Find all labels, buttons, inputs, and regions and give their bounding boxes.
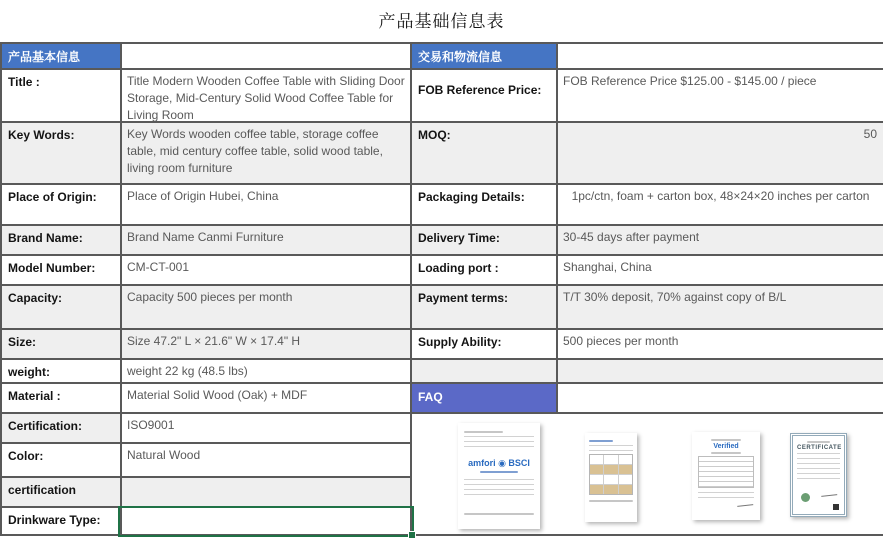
row-certification-2 bbox=[2, 478, 412, 508]
supply-ability-label-cell[interactable]: Supply Ability: bbox=[412, 330, 558, 360]
certification-label-cell[interactable]: Certification: bbox=[2, 414, 122, 444]
row-supply-ability bbox=[412, 330, 883, 360]
fob-price-label-cell[interactable]: FOB Reference Price: bbox=[412, 70, 558, 123]
doc-text-line bbox=[711, 452, 742, 454]
keywords-value-cell[interactable]: Key Words wooden coffee table, storage coffee table, mid century coffee table, solid wood table, living room furniture bbox=[122, 123, 412, 185]
row-keywords bbox=[2, 123, 412, 185]
keywords-label-cell[interactable]: Key Words: bbox=[2, 123, 122, 185]
drinkware-type-label-cell[interactable]: Drinkware Type: bbox=[2, 508, 122, 536]
brand-name-label-cell[interactable]: Brand Name: bbox=[2, 226, 122, 256]
size-label-cell[interactable]: Size: bbox=[2, 330, 122, 360]
grid-cell bbox=[590, 455, 603, 464]
drinkware-type-value-cell-selected[interactable] bbox=[122, 508, 412, 536]
model-number-label-cell[interactable]: Model Number: bbox=[2, 256, 122, 286]
color-value-cell[interactable]: Natural Wood bbox=[122, 444, 412, 478]
product-photo bbox=[590, 485, 603, 494]
row-model-number bbox=[2, 256, 412, 286]
empty-label-cell[interactable] bbox=[412, 360, 558, 384]
payment-terms-label-cell[interactable]: Payment terms: bbox=[412, 286, 558, 330]
verified-logo: Verified bbox=[713, 443, 739, 450]
row-color bbox=[2, 444, 412, 478]
doc-text-lines bbox=[464, 436, 534, 450]
grid-cell bbox=[619, 455, 632, 464]
doc-title-line bbox=[711, 439, 742, 441]
title-label-cell[interactable]: Title : bbox=[2, 70, 122, 123]
left-header-empty-cell[interactable] bbox=[122, 42, 412, 70]
capacity-value-cell[interactable]: Capacity 500 pieces per month bbox=[122, 286, 412, 330]
color-label-cell[interactable]: Color: bbox=[2, 444, 122, 478]
right-section-header-cell[interactable]: 交易和物流信息 bbox=[412, 42, 558, 70]
qr-code-icon bbox=[832, 503, 839, 510]
supply-ability-value-cell[interactable]: 500 pieces per month bbox=[558, 330, 883, 360]
grid-cell bbox=[604, 455, 617, 464]
packaging-value-cell[interactable]: 1pc/ctn, foam + carton box, 48×24×20 inches per carton bbox=[558, 185, 883, 226]
weight-value-cell[interactable]: weight 22 kg (48.5 lbs) bbox=[122, 360, 412, 384]
product-basic-info-table bbox=[0, 42, 412, 536]
doc-footer-line bbox=[589, 500, 633, 502]
product-photo bbox=[604, 485, 617, 494]
signature-mark bbox=[737, 499, 754, 507]
loading-port-value-cell[interactable]: Shanghai, China bbox=[558, 256, 883, 286]
row-empty bbox=[412, 360, 883, 384]
fob-price-value-cell[interactable]: FOB Reference Price $125.00 - $145.00 / piece bbox=[558, 70, 883, 123]
doc-footer-line bbox=[464, 513, 534, 515]
inspection-report-document[interactable] bbox=[585, 433, 637, 522]
row-brand-name bbox=[2, 226, 412, 256]
product-photo bbox=[590, 465, 603, 474]
doc-text-lines bbox=[797, 453, 840, 479]
framed-certificate-document[interactable] bbox=[790, 433, 847, 517]
row-payment-terms bbox=[412, 286, 883, 330]
doc-text-line bbox=[464, 431, 503, 433]
delivery-time-value-cell[interactable]: 30-45 days after payment bbox=[558, 226, 883, 256]
row-material bbox=[2, 384, 412, 414]
doc-text-lines bbox=[589, 445, 633, 451]
row-capacity bbox=[2, 286, 412, 330]
row-packaging bbox=[412, 185, 883, 226]
capacity-label-cell[interactable]: Capacity: bbox=[2, 286, 122, 330]
verified-supplier-report-document[interactable] bbox=[692, 432, 760, 520]
page-title: 产品基础信息表 bbox=[378, 12, 505, 31]
row-moq bbox=[412, 123, 883, 185]
doc-text-line bbox=[480, 471, 519, 473]
empty-value-cell[interactable] bbox=[558, 360, 883, 384]
moq-label-cell[interactable]: MOQ: bbox=[412, 123, 558, 185]
place-of-origin-value-cell[interactable]: Place of Origin Hubei, China bbox=[122, 185, 412, 226]
weight-label-cell[interactable]: weight: bbox=[2, 360, 122, 384]
green-seal-icon bbox=[801, 493, 810, 502]
product-photo-grid bbox=[589, 454, 633, 495]
material-value-cell[interactable]: Material Solid Wood (Oak) + MDF bbox=[122, 384, 412, 414]
amfori-bsci-audit-document[interactable] bbox=[458, 423, 540, 529]
faq-header-cell[interactable]: FAQ bbox=[412, 384, 558, 414]
loading-port-label-cell[interactable]: Loading port : bbox=[412, 256, 558, 286]
product-photo bbox=[619, 465, 632, 474]
amfori-bsci-logo: amfori ◉ BSCI bbox=[468, 458, 530, 468]
grid-cell bbox=[619, 475, 632, 484]
grid-cell bbox=[604, 475, 617, 484]
row-delivery-time bbox=[412, 226, 883, 256]
certification2-label-cell[interactable]: certification bbox=[2, 478, 122, 508]
trade-logistics-table bbox=[412, 42, 883, 536]
row-place-of-origin bbox=[2, 185, 412, 226]
place-of-origin-label-cell[interactable]: Place of Origin: bbox=[2, 185, 122, 226]
packaging-label-cell[interactable]: Packaging Details: bbox=[412, 185, 558, 226]
material-label-cell[interactable]: Material : bbox=[2, 384, 122, 414]
certification-value-cell[interactable]: ISO9001 bbox=[122, 414, 412, 444]
grid-cell bbox=[590, 475, 603, 484]
product-photo bbox=[604, 465, 617, 474]
moq-value-cell[interactable]: 50 bbox=[558, 123, 883, 185]
left-section-header-cell[interactable]: 产品基本信息 bbox=[2, 42, 122, 70]
product-photo bbox=[619, 485, 632, 494]
certificate-title: CERTIFICATE bbox=[797, 445, 842, 451]
row-faq bbox=[412, 384, 883, 414]
row-fob-price bbox=[412, 70, 883, 123]
right-header-empty-cell[interactable] bbox=[558, 42, 883, 70]
row-size bbox=[2, 330, 412, 360]
certificates-cell bbox=[412, 414, 883, 536]
doc-text-lines bbox=[464, 479, 534, 497]
doc-header-line bbox=[589, 440, 613, 442]
doc-text-line bbox=[807, 441, 831, 443]
details-table bbox=[698, 456, 754, 488]
size-value-cell[interactable]: Size 47.2" L × 21.6" W × 17.4" H bbox=[122, 330, 412, 360]
certification2-value-cell[interactable] bbox=[122, 478, 412, 508]
delivery-time-label-cell[interactable]: Delivery Time: bbox=[412, 226, 558, 256]
model-number-value-cell[interactable]: CM-CT-001 bbox=[122, 256, 412, 286]
brand-name-value-cell[interactable]: Brand Name Canmi Furniture bbox=[122, 226, 412, 256]
row-title bbox=[2, 70, 412, 123]
title-value-cell[interactable]: Title Modern Wooden Coffee Table with Sliding Door Storage, Mid-Century Solid Wood Coffee Table for Living Room bbox=[122, 70, 412, 123]
row-drinkware-type bbox=[2, 508, 412, 536]
row-certification bbox=[2, 414, 412, 444]
row-weight bbox=[2, 360, 412, 384]
signature-mark bbox=[821, 489, 838, 497]
row-loading-port bbox=[412, 256, 883, 286]
faq-empty-cell[interactable] bbox=[558, 384, 883, 414]
payment-terms-value-cell[interactable]: T/T 30% deposit, 70% against copy of B/L bbox=[558, 286, 883, 330]
